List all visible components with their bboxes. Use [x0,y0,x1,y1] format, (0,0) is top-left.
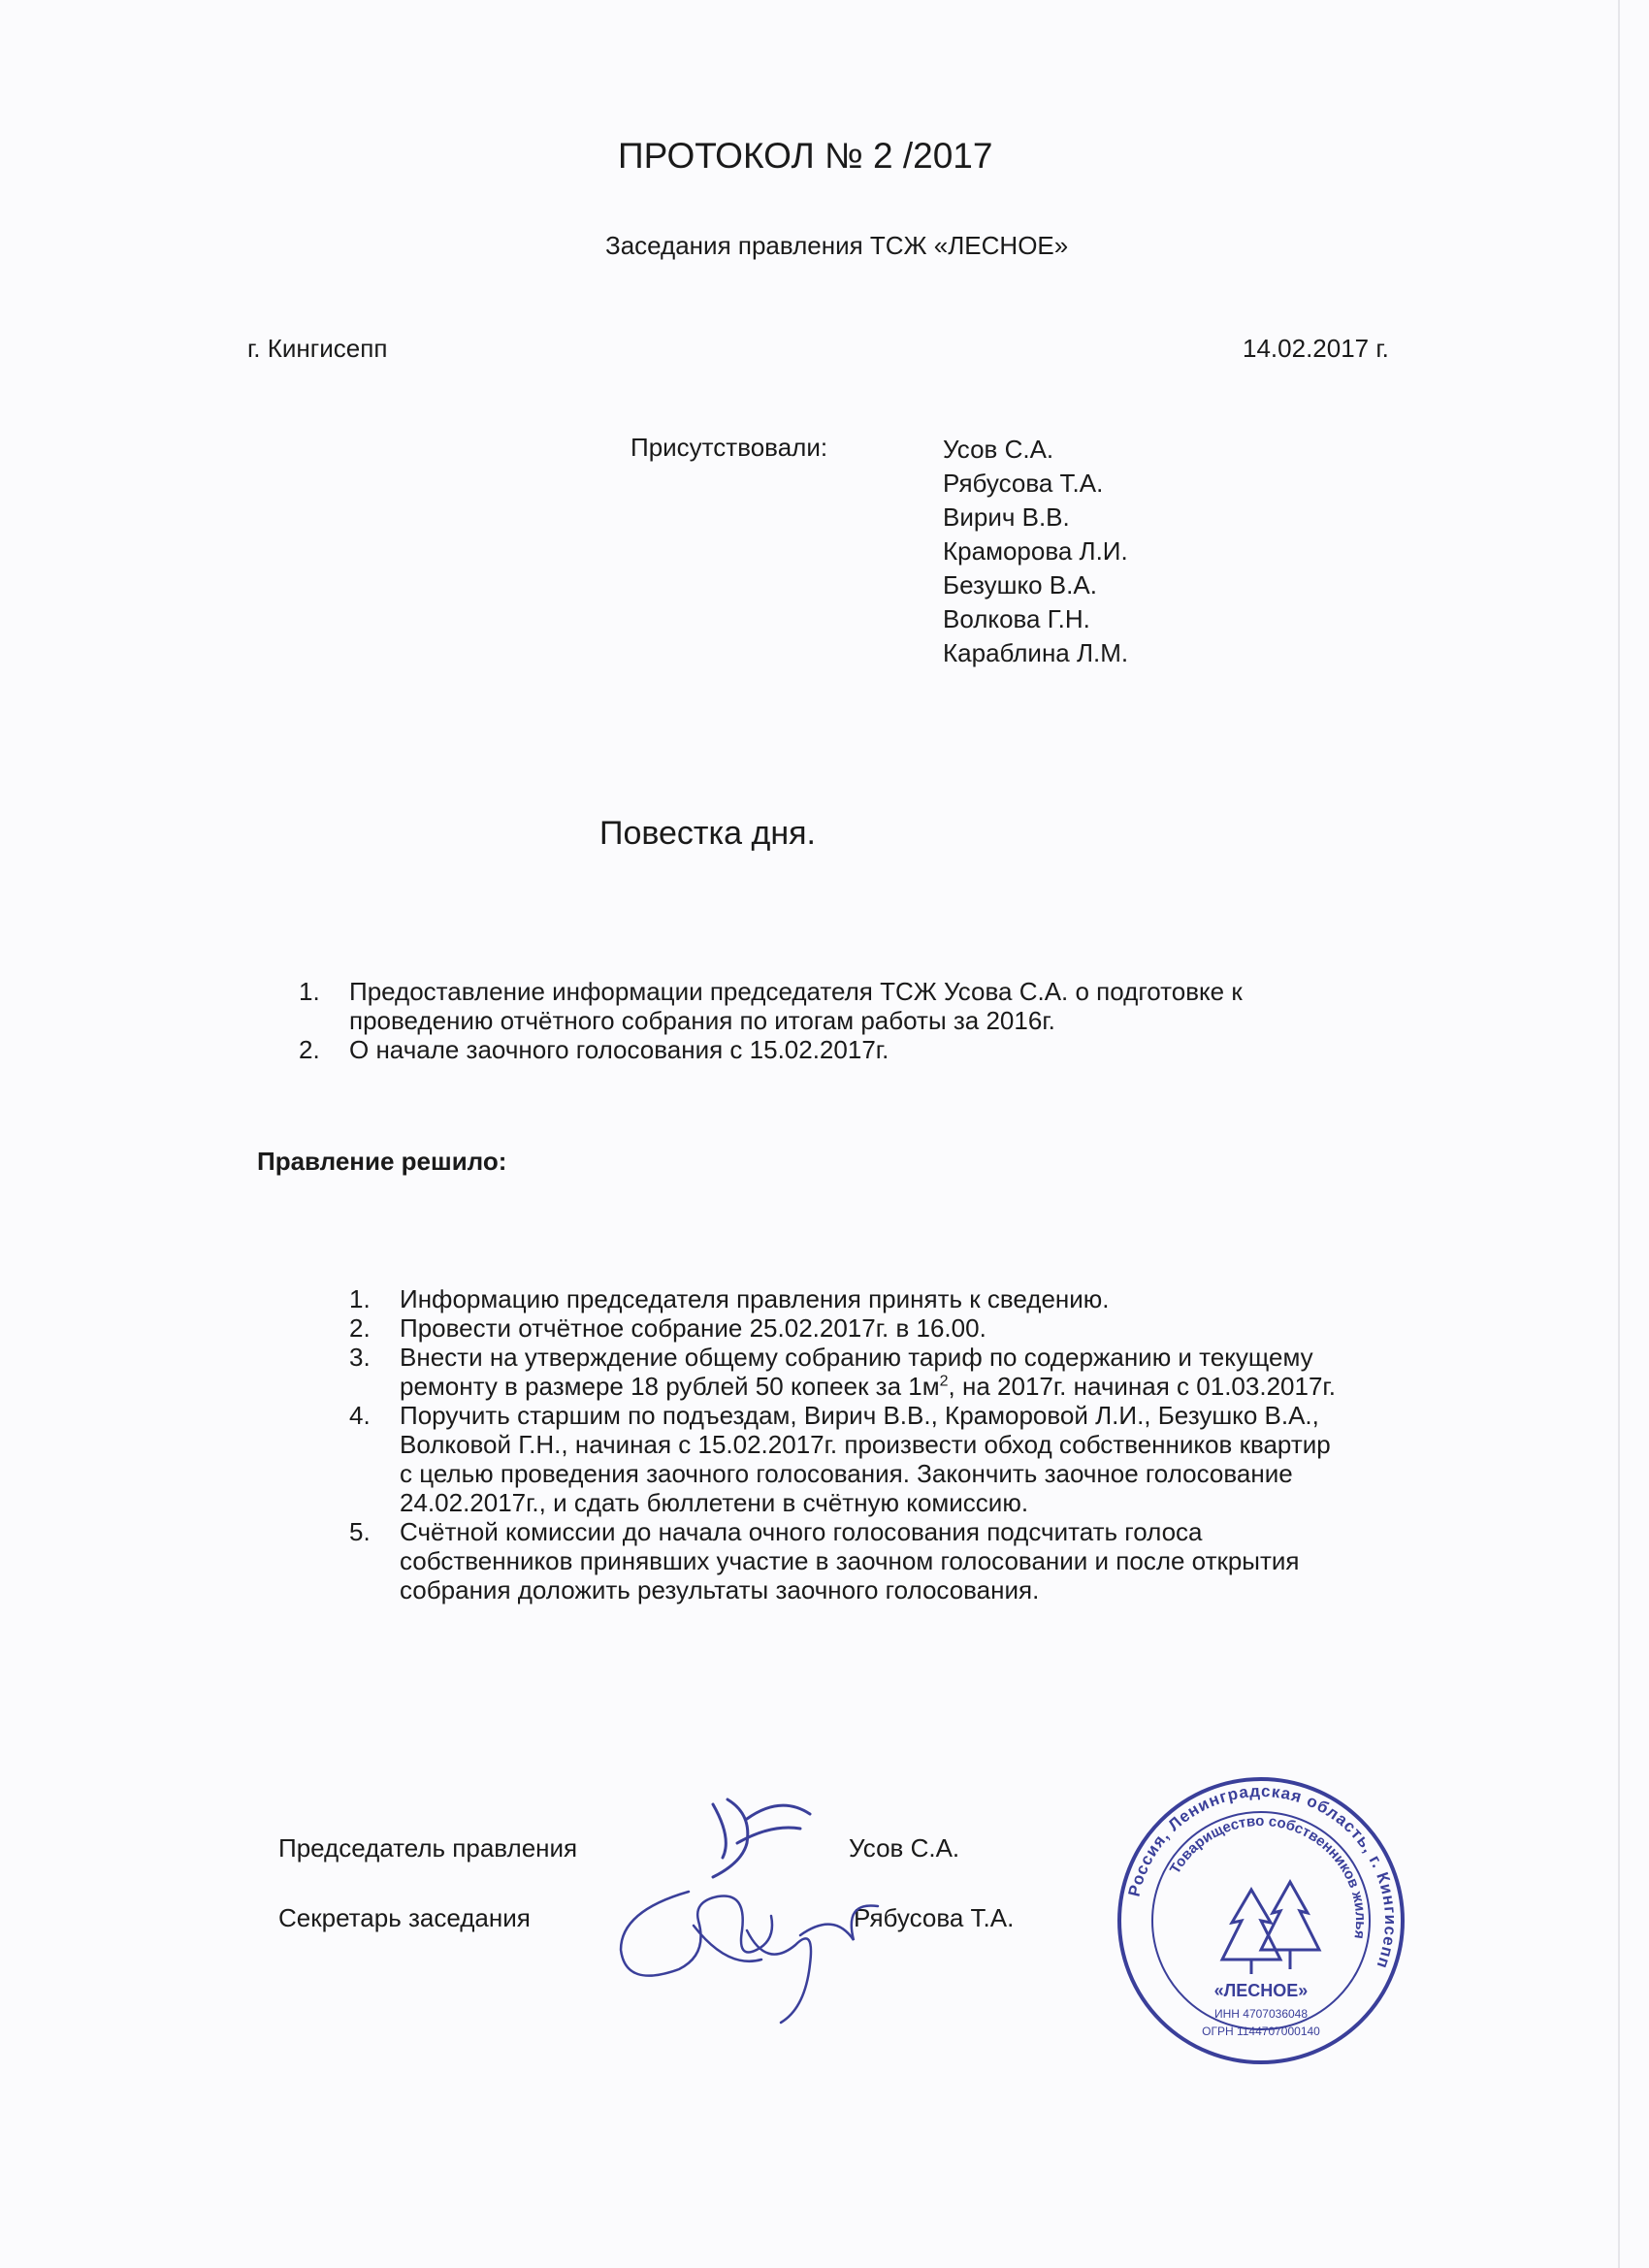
item-line: проведению отчётного собрания по итогам работы за 2016г. [349,1006,1055,1035]
chair-name: Усов С.А. [849,1833,960,1863]
item-number: 2. [299,1035,320,1064]
item-line: с целью проведения заочного голосования. Закончить заочное голосование [400,1459,1293,1488]
item-number: 5. [349,1517,371,1546]
attendee: Вирич В.В. [943,502,1070,532]
item-line [400,1372,1336,1401]
item-line: Внести на утверждение общему собранию тариф по содержанию и текущему [400,1343,1313,1372]
stamp-inn: ИНН 4707036048 [1213,2007,1309,2021]
item-line-text: , на 2017г. начиная с 01.03.2017г. [948,1372,1336,1401]
document-date: 14.02.2017 г. [1243,334,1389,363]
attendee: Рябусова Т.А. [943,469,1104,498]
chair-label: Председатель правления [278,1833,578,1863]
item-line-text: ремонту в размере 18 рублей 50 копеек за 1м [400,1372,940,1401]
decision-item [340,1343,1336,1401]
agenda-list [289,977,1243,1064]
item-line: собрания доложить результаты заочного голосования. [400,1575,1040,1604]
superscript: 2 [939,1373,949,1390]
decision-item [340,1401,1336,1517]
stamp-outer-text: Россия, Ленинградская область, г. Кингисепп [1124,1781,1401,1972]
decision-item [340,1313,1336,1343]
attendee: Караблина Л.М. [943,638,1129,667]
item-number: 3. [349,1343,371,1372]
attendee: Усов С.А. [943,435,1054,464]
city: г. Кингисепп [247,334,388,363]
item-number: 1. [349,1284,371,1313]
stamp-ogrn: ОГРН 1144707000140 [1202,2025,1320,2038]
item-line: Волковой Г.Н., начиная с 15.02.2017г. произвести обход собственников квартир [400,1430,1331,1459]
attendance-label: Присутствовали: [630,433,828,462]
secretary-signature [601,1872,892,2037]
secretary-label: Секретарь заседания [278,1903,531,1932]
decision-list [340,1284,1336,1604]
secretary-name: Рябусова Т.А. [854,1903,1015,1932]
agenda-item [289,1035,1243,1064]
stamp-center-text: «ЛЕСНОЕ» [1213,1981,1309,2000]
item-line: 24.02.2017г., и сдать бюллетени в счётную комиссию. [400,1488,1029,1517]
item-line: Информацию председателя правления принять к сведению. [400,1284,1110,1313]
item-line: Предоставление информации председателя ТСЖ Усова С.А. о подготовке к [349,977,1243,1006]
attendance-list [943,433,1128,670]
item-line: собственников принявших участие в заочном голосовании и после открытия [400,1546,1300,1575]
item-number: 4. [349,1401,371,1430]
attendee: Безушко В.А. [943,570,1097,599]
item-line: О начале заочного голосования с 15.02.2017г. [349,1035,889,1064]
tree-icon [1222,1882,1319,1974]
attendee: Краморова Л.И. [943,536,1128,566]
item-line: Провести отчётное собрание 25.02.2017г. в 16.00. [400,1313,986,1343]
item-number: 2. [349,1313,371,1343]
decision-item [340,1284,1336,1313]
decision-item [340,1517,1336,1604]
item-line: Счётной комиссии до начала очного голосования подсчитать голоса [400,1517,1203,1546]
document-title: ПРОТОКОЛ № 2 /2017 [618,136,993,176]
agenda-item [289,977,1243,1035]
attendee: Волкова Г.Н. [943,604,1090,633]
page-edge [1618,0,1620,2268]
document-subtitle: Заседания правления ТСЖ «ЛЕСНОЕ» [605,231,1069,260]
item-line: Поручить старшим по подъездам, Вирич В.В., Краморовой Л.И., Безушко В.А., [400,1401,1319,1430]
official-stamp [1116,1775,1406,2066]
stamp-inner-text: Товарищество собственников жилья [1166,1812,1370,1940]
agenda-title: Повестка дня. [599,815,816,852]
item-number: 1. [299,977,320,1006]
decision-title: Правление решило: [257,1147,507,1176]
